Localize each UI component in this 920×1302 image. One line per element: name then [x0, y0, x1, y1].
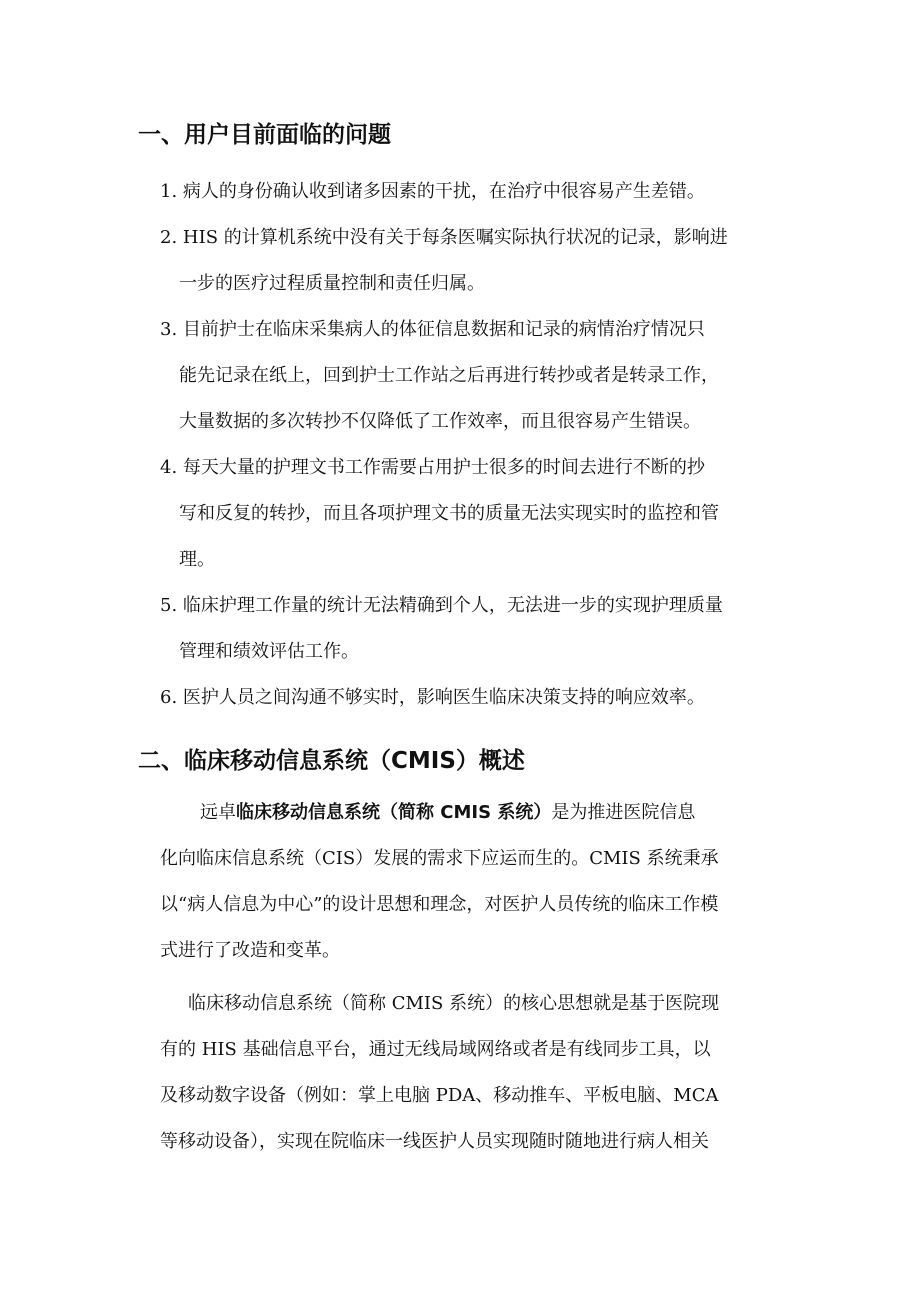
problem-list — [0, 169, 920, 721]
overview-paragraph-1 — [0, 790, 920, 974]
list-line: 管理和绩效评估工作。 — [179, 641, 359, 662]
paragraph-line: 有的 HIS 基础信息平台，通过无线局域网络或者是有线同步工具，以 — [160, 1039, 711, 1060]
list-line: 5. 临床护理工作量的统计无法精确到个人，无法进一步的实现护理质量 — [160, 595, 723, 616]
paragraph-line: 式进行了改造和变革。 — [160, 940, 340, 961]
list-line: 4. 每天大量的护理文书工作需要占用护士很多的时间去进行不断的抄 — [160, 457, 705, 478]
list-item — [0, 215, 920, 307]
paragraph-line — [0, 790, 920, 836]
list-line: 一步的医疗过程质量控制和责任归属。 — [179, 273, 485, 294]
list-line: 能先记录在纸上，回到护士工作站之后再进行转抄或者是转录工作， — [179, 365, 719, 386]
overview-paragraph-2 — [0, 981, 920, 1165]
list-line: 3. 目前护士在临床采集病人的体征信息数据和记录的病情治疗情况只 — [160, 319, 705, 340]
list-line: 1. 病人的身份确认收到诸多因素的干扰，在治疗中很容易产生差错。 — [160, 181, 705, 202]
para1-prefix: 远卓 — [200, 802, 236, 823]
list-line: 大量数据的多次转抄不仅降低了工作效率，而且很容易产生错误。 — [179, 411, 701, 432]
paragraph-line: 以“病人信息为中心”的设计思想和理念，对医护人员传统的临床工作模 — [160, 894, 719, 915]
para1-suffix: 是为推进医院信息 — [551, 802, 696, 823]
list-item — [0, 169, 920, 215]
list-item — [0, 307, 920, 445]
list-item — [0, 445, 920, 583]
section2-heading: 二、临床移动信息系统（CMIS）概述 — [138, 748, 525, 774]
list-line: 写和反复的转抄，而且各项护理文书的质量无法实现实时的监控和管 — [179, 503, 719, 524]
list-line: 2. HIS 的计算机系统中没有关于每条医嘱实际执行状况的记录，影响进 — [160, 227, 728, 248]
list-item — [0, 583, 920, 675]
section1-heading: 一、用户目前面临的问题 — [138, 122, 391, 148]
list-line: 理。 — [179, 549, 215, 570]
para1-bold-term: 临床移动信息系统（简称 CMIS 系统） — [236, 802, 552, 823]
paragraph-line: 化向临床信息系统（CIS）发展的需求下应运而生的。CMIS 系统秉承 — [160, 848, 719, 869]
paragraph-line: 等移动设备），实现在院临床一线医护人员实现随时随地进行病人相关 — [160, 1131, 709, 1152]
paragraph-line: 临床移动信息系统（简称 CMIS 系统）的核心思想就是基于医院现 — [188, 993, 720, 1014]
list-line: 6. 医护人员之间沟通不够实时，影响医生临床决策支持的响应效率。 — [160, 687, 705, 708]
paragraph-line: 及移动数字设备（例如：掌上电脑 PDA、移动推车、平板电脑、MCA — [160, 1085, 719, 1106]
list-item — [0, 675, 920, 721]
